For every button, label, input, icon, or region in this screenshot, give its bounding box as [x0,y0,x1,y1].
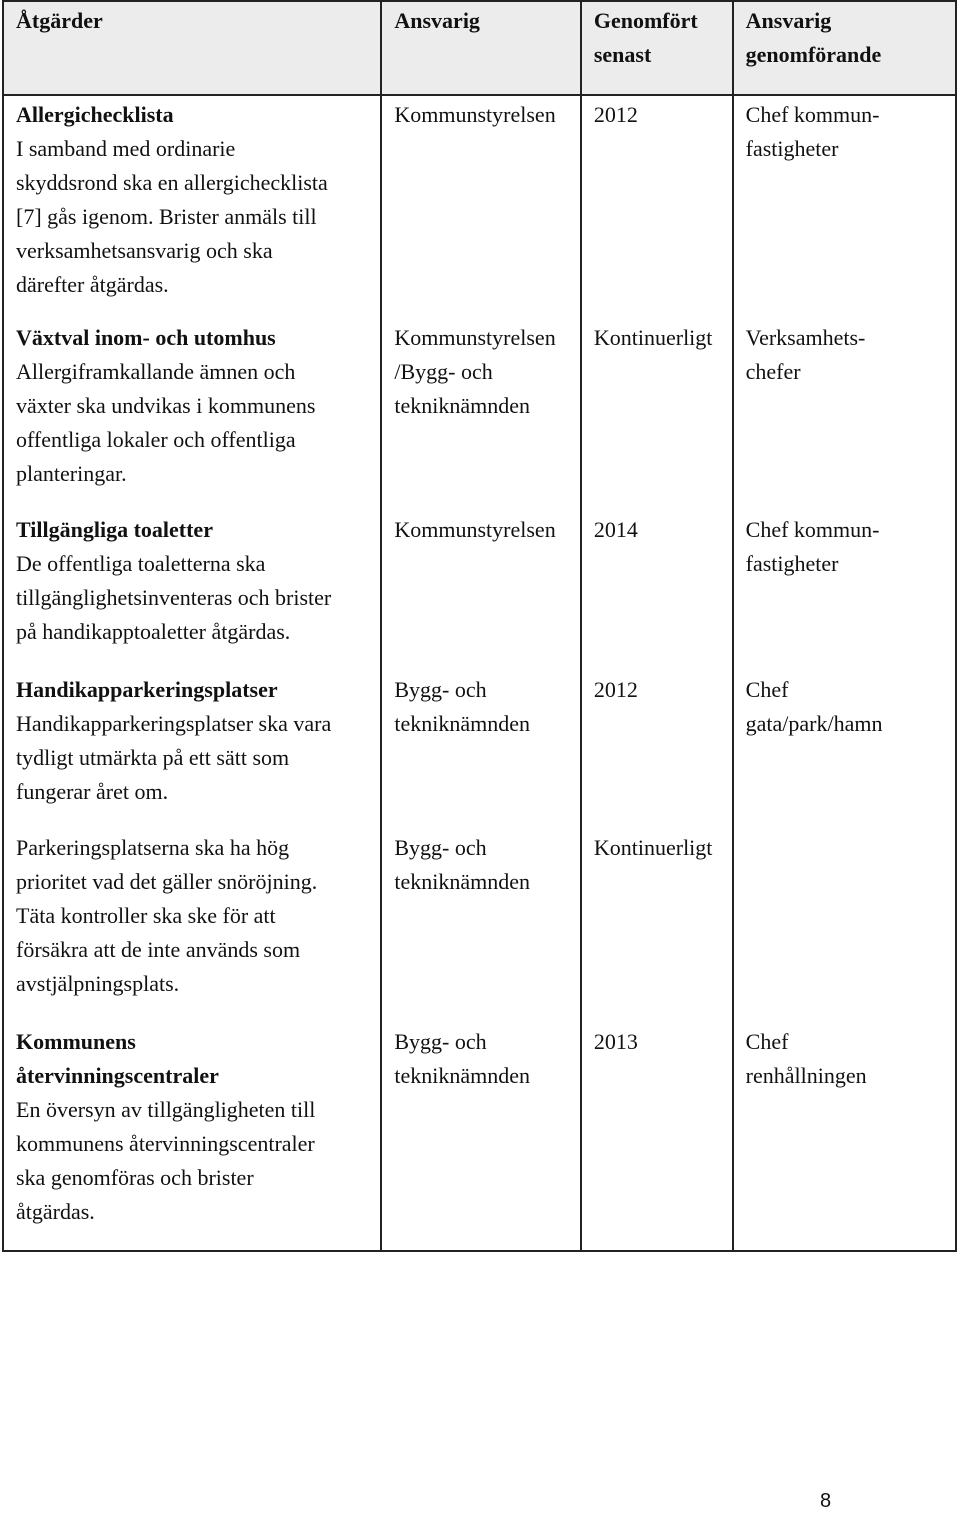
responsible-line: /Bygg- och [394,359,493,384]
deadline-cell [581,831,733,1025]
action-cell [3,673,381,831]
deadline-value: 2012 [593,102,638,127]
action-title: Handikapparkeringsplatser [16,677,278,702]
responsible-line: tekniknämnden [394,393,531,418]
action-title: Tillgängliga toaletter [16,517,213,542]
responsible-line: Kommunstyrelsen [394,102,556,127]
table-row [3,513,956,673]
action-line: tillgänglighetsinventeras och brister [16,585,332,610]
action-line: prioritet vad det gäller snöröjning. [16,869,318,894]
executor-line: Chef [745,1029,789,1054]
executor-line: gata/park/hamn [745,711,883,736]
table-row [3,95,956,321]
executor-cell [733,831,956,1025]
action-line: Täta kontroller ska ske för att [16,903,276,928]
table-row [3,1025,956,1251]
action-line: skyddsrond ska en allergichecklista [16,170,328,195]
deadline-value: 2013 [593,1029,638,1054]
action-line: försäkra att de inte används som [16,937,301,962]
deadline-cell [581,321,733,513]
action-line: tydligt utmärkta på ett sätt som [16,745,290,770]
action-line: verksamhetsansvarig och ska [16,238,273,263]
column-header-deadline: Genomfört senast [581,1,733,95]
executor-line: Chef [745,677,789,702]
page-number: 8 [820,1490,832,1512]
responsible-line: Bygg- och [394,1029,487,1054]
executor-line: Verksamhets- [745,325,866,350]
action-line: på handikapptoaletter åtgärdas. [16,619,291,644]
action-title: Kommunens [16,1029,136,1054]
action-line: därefter åtgärdas. [16,272,169,297]
responsible-line: tekniknämnden [394,869,531,894]
column-header-actions: Åtgärder [3,1,381,95]
executor-cell [733,673,956,831]
action-line: De offentliga toaletterna ska [16,551,266,576]
action-cell [3,95,381,321]
deadline-value: Kontinuerligt [593,325,713,350]
action-cell [3,321,381,513]
responsible-cell [381,1025,580,1251]
responsible-cell [381,831,580,1025]
action-cell [3,831,381,1025]
executor-line: fastigheter [745,136,839,161]
action-line: ska genomföras och brister [16,1165,254,1190]
action-line: [7] gås igenom. Brister anmäls till [16,204,317,229]
action-title: återvinningscentraler [16,1063,219,1088]
responsible-line: Bygg- och [394,835,487,860]
executor-cell [733,513,956,673]
responsible-line: tekniknämnden [394,1063,531,1088]
action-line: Allergiframkallande ämnen och [16,359,296,384]
action-line: avstjälpningsplats. [16,971,180,996]
action-table [2,0,957,1252]
executor-line: chefer [745,359,801,384]
action-line: I samband med ordinarie [16,136,236,161]
action-line: planteringar. [16,461,127,486]
table-row [3,321,956,513]
action-cell [3,513,381,673]
action-title: Allergichecklista [16,102,174,127]
responsible-line: tekniknämnden [394,711,531,736]
responsible-cell [381,513,580,673]
responsible-cell [381,95,580,321]
deadline-value: 2014 [593,517,638,542]
responsible-line: Kommunstyrelsen [394,517,556,542]
responsible-cell [381,673,580,831]
executor-line: Chef kommun- [745,102,880,127]
action-line: kommunens återvinningscentraler [16,1131,315,1156]
action-line: Handikapparkeringsplatser ska vara [16,711,332,736]
deadline-cell [581,1025,733,1251]
deadline-value: Kontinuerligt [593,835,713,860]
action-line: En översyn av tillgängligheten till [16,1097,316,1122]
deadline-cell [581,95,733,321]
table-header-row [3,1,956,95]
executor-cell [733,321,956,513]
executor-line: renhållningen [745,1063,867,1088]
action-line: växter ska undvikas i kommunens [16,393,316,418]
executor-line: Chef kommun- [745,517,880,542]
action-line: åtgärdas. [16,1199,95,1224]
deadline-cell [581,513,733,673]
deadline-cell [581,673,733,831]
column-header-responsible: Ansvarig [381,1,580,95]
action-line: fungerar året om. [16,779,169,804]
deadline-value: 2012 [593,677,638,702]
executor-line: fastigheter [745,551,839,576]
table-row [3,831,956,1025]
executor-cell [733,95,956,321]
responsible-line: Kommunstyrelsen [394,325,556,350]
action-line: Parkeringsplatserna ska ha hög [16,835,290,860]
table-row [3,673,956,831]
action-cell [3,1025,381,1251]
action-title: Växtval inom- och utomhus [16,325,276,350]
executor-cell [733,1025,956,1251]
responsible-cell [381,321,580,513]
action-line: offentliga lokaler och offentliga [16,427,296,452]
responsible-line: Bygg- och [394,677,487,702]
column-header-executor: Ansvarig genomförande [733,1,956,95]
